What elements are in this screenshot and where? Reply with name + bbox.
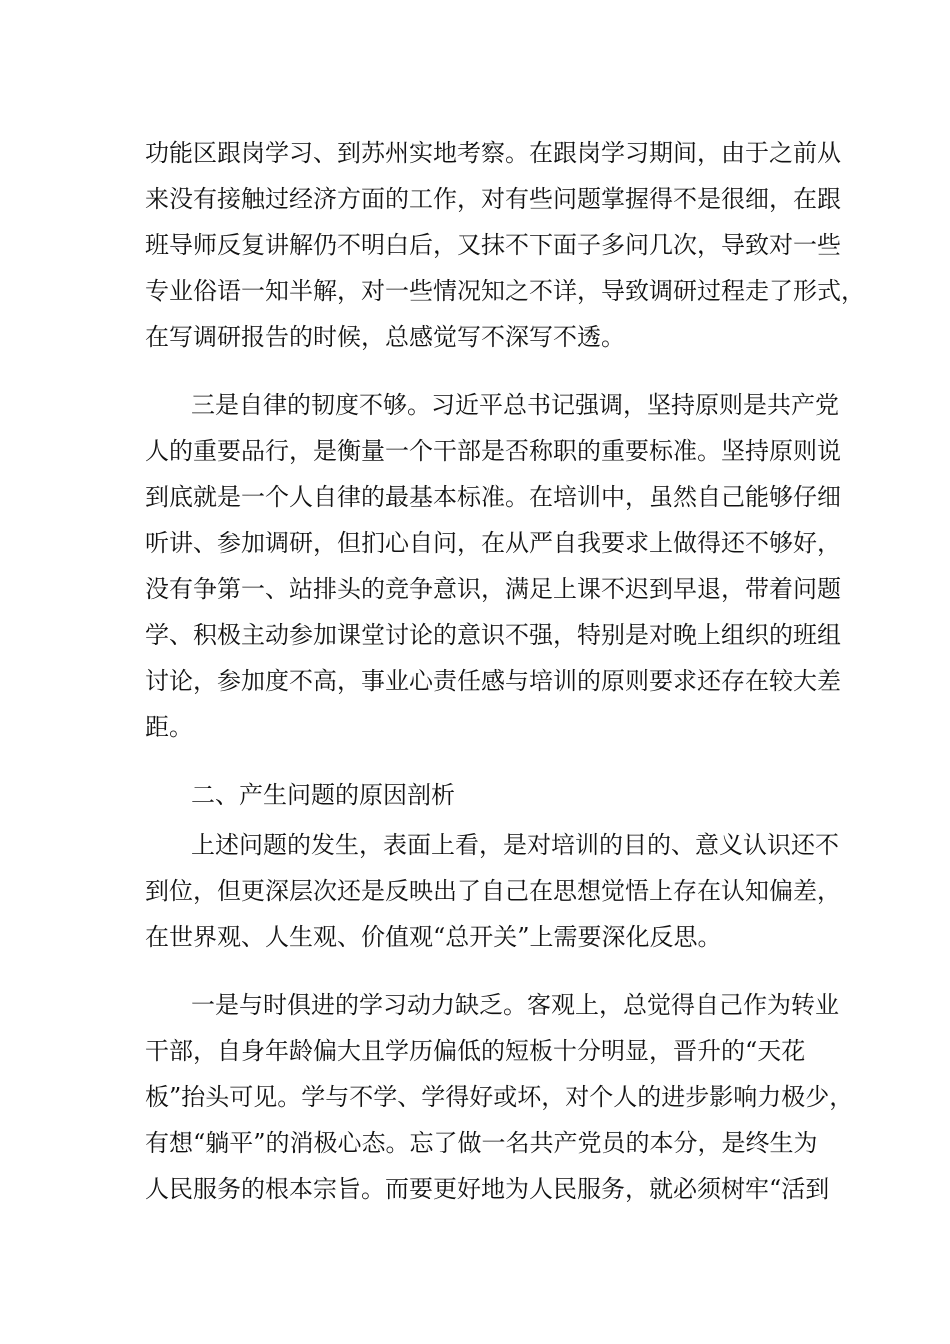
text-line: 专业俗语一知半解，对一些情况知之不详，导致调研过程走了形式， xyxy=(145,277,865,305)
text-line: 讨论，参加度不高，事业心责任感与培训的原则要求还存在较大差 xyxy=(145,667,841,695)
text-line: 在世界观、人生观、价值观“总开关”上需要深化反思。 xyxy=(145,923,722,951)
section-heading: 二、产生问题的原因剖析 xyxy=(191,781,455,809)
text-line: 在写调研报告的时候，总感觉写不深写不透。 xyxy=(145,323,625,351)
text-line: 到位，但更深层次还是反映出了自己在思想觉悟上存在认知偏差， xyxy=(145,877,841,905)
text-line: 距。 xyxy=(145,713,193,741)
text-line: 干部，自身年龄偏大且学历偏低的短板十分明显，晋升的“天花 xyxy=(145,1037,806,1065)
text-line: 功能区跟岗学习、到苏州实地考察。在跟岗学习期间，由于之前从 xyxy=(145,139,841,167)
paragraph-first-line: 上述问题的发生，表面上看，是对培训的目的、意义认识还不 xyxy=(191,831,839,859)
text-line: 人民服务的根本宗旨。而要更好地为人民服务，就必须树牢“活到 xyxy=(145,1175,830,1203)
text-line: 班导师反复讲解仍不明白后，又抹不下面子多问几次，导致对一些 xyxy=(145,231,841,259)
paragraph-first-line: 一是与时俱进的学习动力缺乏。客观上，总觉得自己作为转业 xyxy=(191,991,839,1019)
text-line: 人的重要品行，是衡量一个干部是否称职的重要标准。坚持原则说 xyxy=(145,437,841,465)
paragraph-first-line: 三是自律的韧度不够。习近平总书记强调，坚持原则是共产党 xyxy=(191,391,839,419)
text-line: 听讲、参加调研，但扪心自问，在从严自我要求上做得还不够好， xyxy=(145,529,841,557)
text-line: 板”抬头可见。学与不学、学得好或坏，对个人的进步影响力极少， xyxy=(145,1083,854,1111)
text-line: 到底就是一个人自律的最基本标准。在培训中，虽然自己能够仔细 xyxy=(145,483,841,511)
text-line: 有想“躺平”的消极心态。忘了做一名共产党员的本分，是终生为 xyxy=(145,1129,818,1157)
text-line: 学、积极主动参加课堂讨论的意识不强，特别是对晚上组织的班组 xyxy=(145,621,841,649)
text-line: 来没有接触过经济方面的工作，对有些问题掌握得不是很细，在跟 xyxy=(145,185,841,213)
text-line: 没有争第一、站排头的竞争意识，满足上课不迟到早退，带着问题 xyxy=(145,575,841,603)
